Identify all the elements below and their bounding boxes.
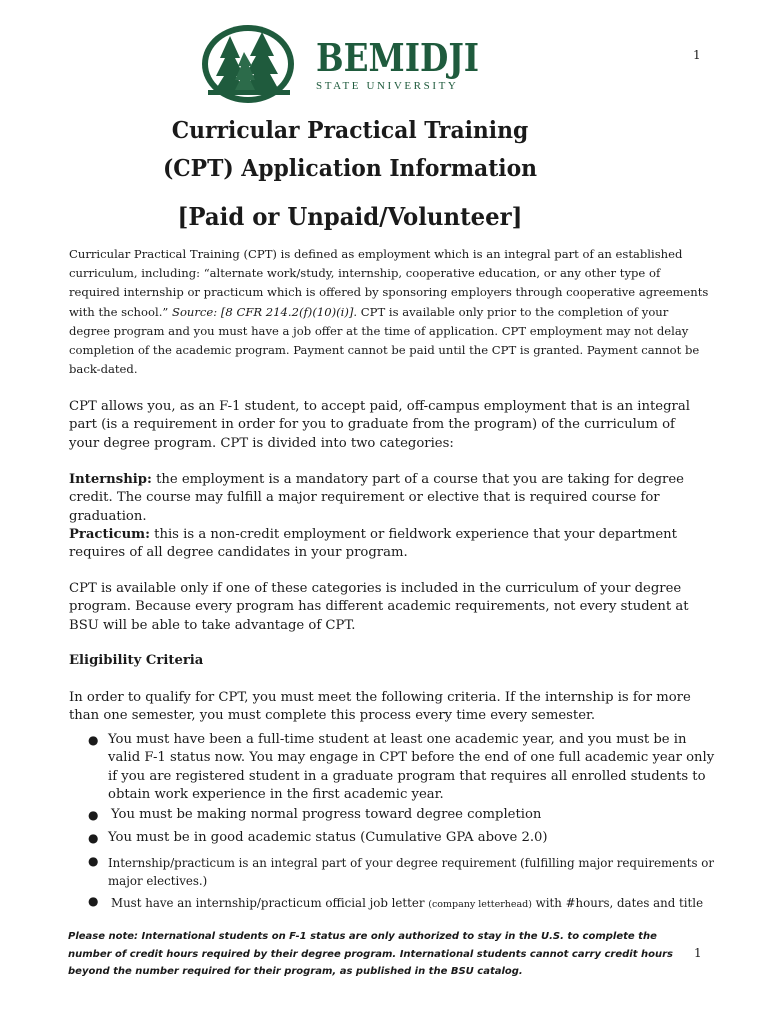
bullet-dot: ●: [88, 733, 99, 747]
practicum-paragraph: [69, 526, 709, 563]
internship-paragraph: [69, 471, 709, 526]
intro-source: Source: [8 CFR 214.2(f)(10)(i)]: [172, 304, 354, 319]
page-number-bottom: 1: [694, 946, 702, 960]
bullet-text: You must be in good academic status (Cumulative GPA above 2.0): [108, 830, 548, 845]
page-title-line-1: Curricular Practical Training: [171, 117, 529, 144]
footnote: Please note: International students on F-1 status are only authorized to stay in the U.S. to complete the number of credit hours required by their degree program. International students cannot carry credit hours beyond the number required for their program, as published in the BSU catalog.: [68, 931, 673, 978]
logo-name: BEMIDJI: [316, 35, 480, 80]
bullet-dot: ●: [88, 808, 99, 822]
internship-text: the employment is a mandatory part of a course that you are taking for degree credit. The course may fulfill a major requirement or elective that is required course for graduation.: [69, 472, 684, 524]
bullet-text: [111, 894, 721, 914]
intro-text-before: Curricular Practical Training (CPT) is defined as employment which is an integral part of an established curriculum, including: “alternate work/study, internship, cooperative education, or any other type of required internship or practicum which is offered by sponsoring employers through cooperative agreements with the school.”: [69, 247, 709, 319]
logo-subtitle: STATE UNIVERSITY: [316, 80, 459, 92]
job-letter-details: with #hours, dates and title: [531, 896, 704, 910]
cpt-allows-paragraph: CPT allows you, as an F-1 student, to accept paid, off-campus employment that is an integral part (is a requirement in order for you to graduate from the program) of the curriculum of your degree program. CPT is divided into two categories:: [69, 399, 690, 451]
intro-text-after: . CPT is available only prior to the completion of your degree program and you must have a job offer at the time of application. CPT employment may not delay completion of the academic program. Payment cannot be paid until the CPT is granted. Payment cannot be back-dated.: [69, 304, 700, 377]
company-letterhead-note: (company letterhead): [428, 899, 532, 910]
bullet-dot: ●: [88, 854, 99, 868]
bullet-dot: ●: [88, 831, 99, 845]
bullet-text: You must have been a full-time student at least one academic year, and you must be in valid F-1 status now. You may engage in CPT before the end of one full academic year only if you are registered student in a graduate program that requires all enrolled students to obtain work experience in the first academic year.: [108, 732, 715, 802]
page-title-line-3: [Paid or Unpaid/Volunteer]: [177, 202, 523, 231]
eligibility-intro: In order to qualify for CPT, you must meet the following criteria. If the internship is for more than one semester, you must complete this process every time every semester.: [69, 690, 691, 724]
bullet-dot: ●: [88, 894, 99, 908]
intro-paragraph: [69, 245, 709, 379]
job-letter-text: Must have an internship/practicum official job letter: [111, 896, 429, 910]
bemidji-logo: [200, 22, 500, 106]
availability-paragraph: CPT is available only if one of these categories is included in the curriculum of your degree program. Because every program has different academic requirements, not every student at BSU will be able to take advantage of CPT.: [69, 581, 689, 633]
practicum-term: Practicum:: [69, 527, 150, 542]
page-number-top: 1: [693, 48, 701, 62]
page-title-line-2: (CPT) Application Information: [162, 155, 538, 182]
eligibility-heading: Eligibility Criteria: [69, 653, 204, 668]
tree-seal-icon: [200, 22, 300, 106]
bullet-text: You must be making normal progress toward degree completion: [111, 807, 542, 822]
bullet-text: Internship/practicum is an integral part of your degree requirement (fulfilling major requirements or major electives.): [108, 856, 715, 889]
internship-term: Internship:: [69, 472, 152, 487]
practicum-text: this is a non-credit employment or fieldwork experience that your department requires of all degree candidates in your program.: [69, 527, 677, 561]
